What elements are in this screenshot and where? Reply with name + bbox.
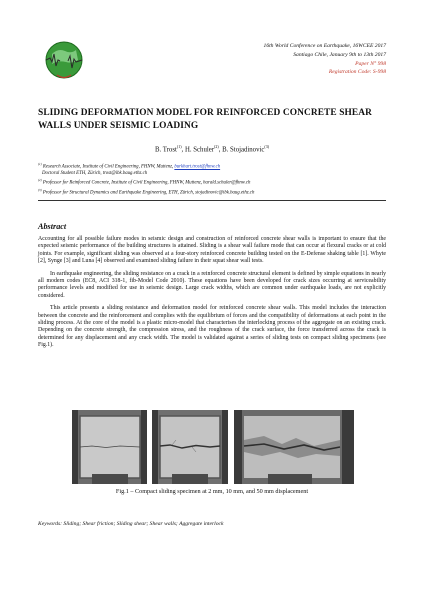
registration-code: Registration Code: S-998 (328, 69, 386, 76)
affiliation-2 (38, 177, 386, 187)
affiliation-mark: (2) (38, 178, 42, 182)
specimen-photo-50mm (234, 410, 354, 484)
conference-logo (38, 34, 90, 86)
specimen-photo-2mm (72, 410, 147, 484)
abstract-heading: Abstract (38, 222, 67, 231)
author-name: H. Schuler (184, 146, 215, 154)
author-mark: (1) (176, 144, 182, 149)
abstract-paragraph: In earthquake engineering, the sliding resistance on a crack in a reinforced concrete structural element is defined by simple equations in nearly all modern codes (EC8, ACI 318-1, fib-Model Code 2010). These equations have been developed for crack sizes occurring at serviceability performance levels and modified for use in seismic design. Large crack widths, which are common under earthquake loads, are not explicitly considered. (38, 270, 386, 299)
affiliation-text: Research Associate, Institute of Civil Engineering, FHNW, Muttenz, (42, 164, 175, 170)
affiliation-text: Professor for Reinforced Concrete, Institute of Civil Engineering, FHNW, Muttenz, harald.schuler@fhnw.ch (42, 180, 251, 186)
affiliation-3 (38, 187, 386, 197)
author-name: B. Stojadinovic (222, 146, 265, 154)
specimen-photo-10mm (152, 410, 228, 484)
keywords: Keywords: Sliding; Shear friction; Sliding shear; Shear walls; Aggregate interlock (38, 521, 224, 527)
author-name: B. Trost (154, 146, 177, 154)
email-link[interactable]: burkhart.trost@fhnw.ch (174, 164, 221, 170)
affiliation-1-line2: Doctoral Student ETH, Zürich, trost@ibk.baug.ethz.ch (42, 170, 148, 176)
affiliations (38, 161, 386, 197)
section-divider (38, 200, 386, 201)
author-list: B. Trost$^{(1)}$, H. Schuler$^{(2)}$, B. Stojadinovic$^{(3)}$ (154, 144, 270, 154)
conference-line: 16th World Conference on Earthquake, 16WCEE 2017 (263, 43, 386, 49)
affiliation-1 (38, 161, 386, 171)
conference-location: Santiago Chile, January 9th to 13th 2017 (293, 51, 386, 58)
conference-header (264, 42, 386, 77)
author-mark: (2) (214, 144, 219, 149)
affiliation-mark: (3) (38, 187, 42, 192)
affiliation-mark: (1) (38, 162, 42, 166)
paper-title: SLIDING DEFORMATION MODEL FOR REINFORCED CONCRETE SHEAR WALLS UNDER SEISMIC LOADING (38, 108, 373, 131)
abstract-paragraph: Accounting for all possible failure modes in seismic design and construction of reinforced concrete shear walls is important to ensure that the expected seismic performance of the building structures is attained. Sliding is a shear wall failure mode that can occur at flexural cracks or at cold joints. For example, significant sliding was observed at a four-story reinforced concrete building tested on the E-Defense shaking table [1]. Whyte [2], Synge [3] and Luna [4] observed and examined sliding failure in their squat shear wall tests. (38, 236, 386, 265)
paper-number: Paper N° 998 (355, 60, 386, 67)
affiliation-text: Professor for Structural Dynamics and Earthquake Engineering, ETH, Zürich, stojadinovic@ibk.baug.ethz.ch (42, 190, 255, 196)
abstract-body (38, 236, 386, 355)
abstract-paragraph: This article presents a sliding resistance and deformation model for reinforced concrete shear walls. This model includes the interaction between the concrete and the reinforcement and complies with the equilibrium of forces and the compatibility of deformations at each point in the sliding process. At the core of the model is a plastic micro-model that characterises the interlocking process of the aggregate on an existing crack. Depending on the concrete strength, the compression stress, and the roughness of the crack surface, the force transferred across the crack is determined for any displacement and any crack width. The model is validated against a series of sliding tests on compact sliding specimens (see Fig.1). (38, 305, 386, 349)
figure-caption: Fig.1 – Compact sliding specimen at 2 mm, 10 mm, and 50 mm displacement (115, 488, 309, 495)
author-mark: (3) (264, 144, 270, 149)
